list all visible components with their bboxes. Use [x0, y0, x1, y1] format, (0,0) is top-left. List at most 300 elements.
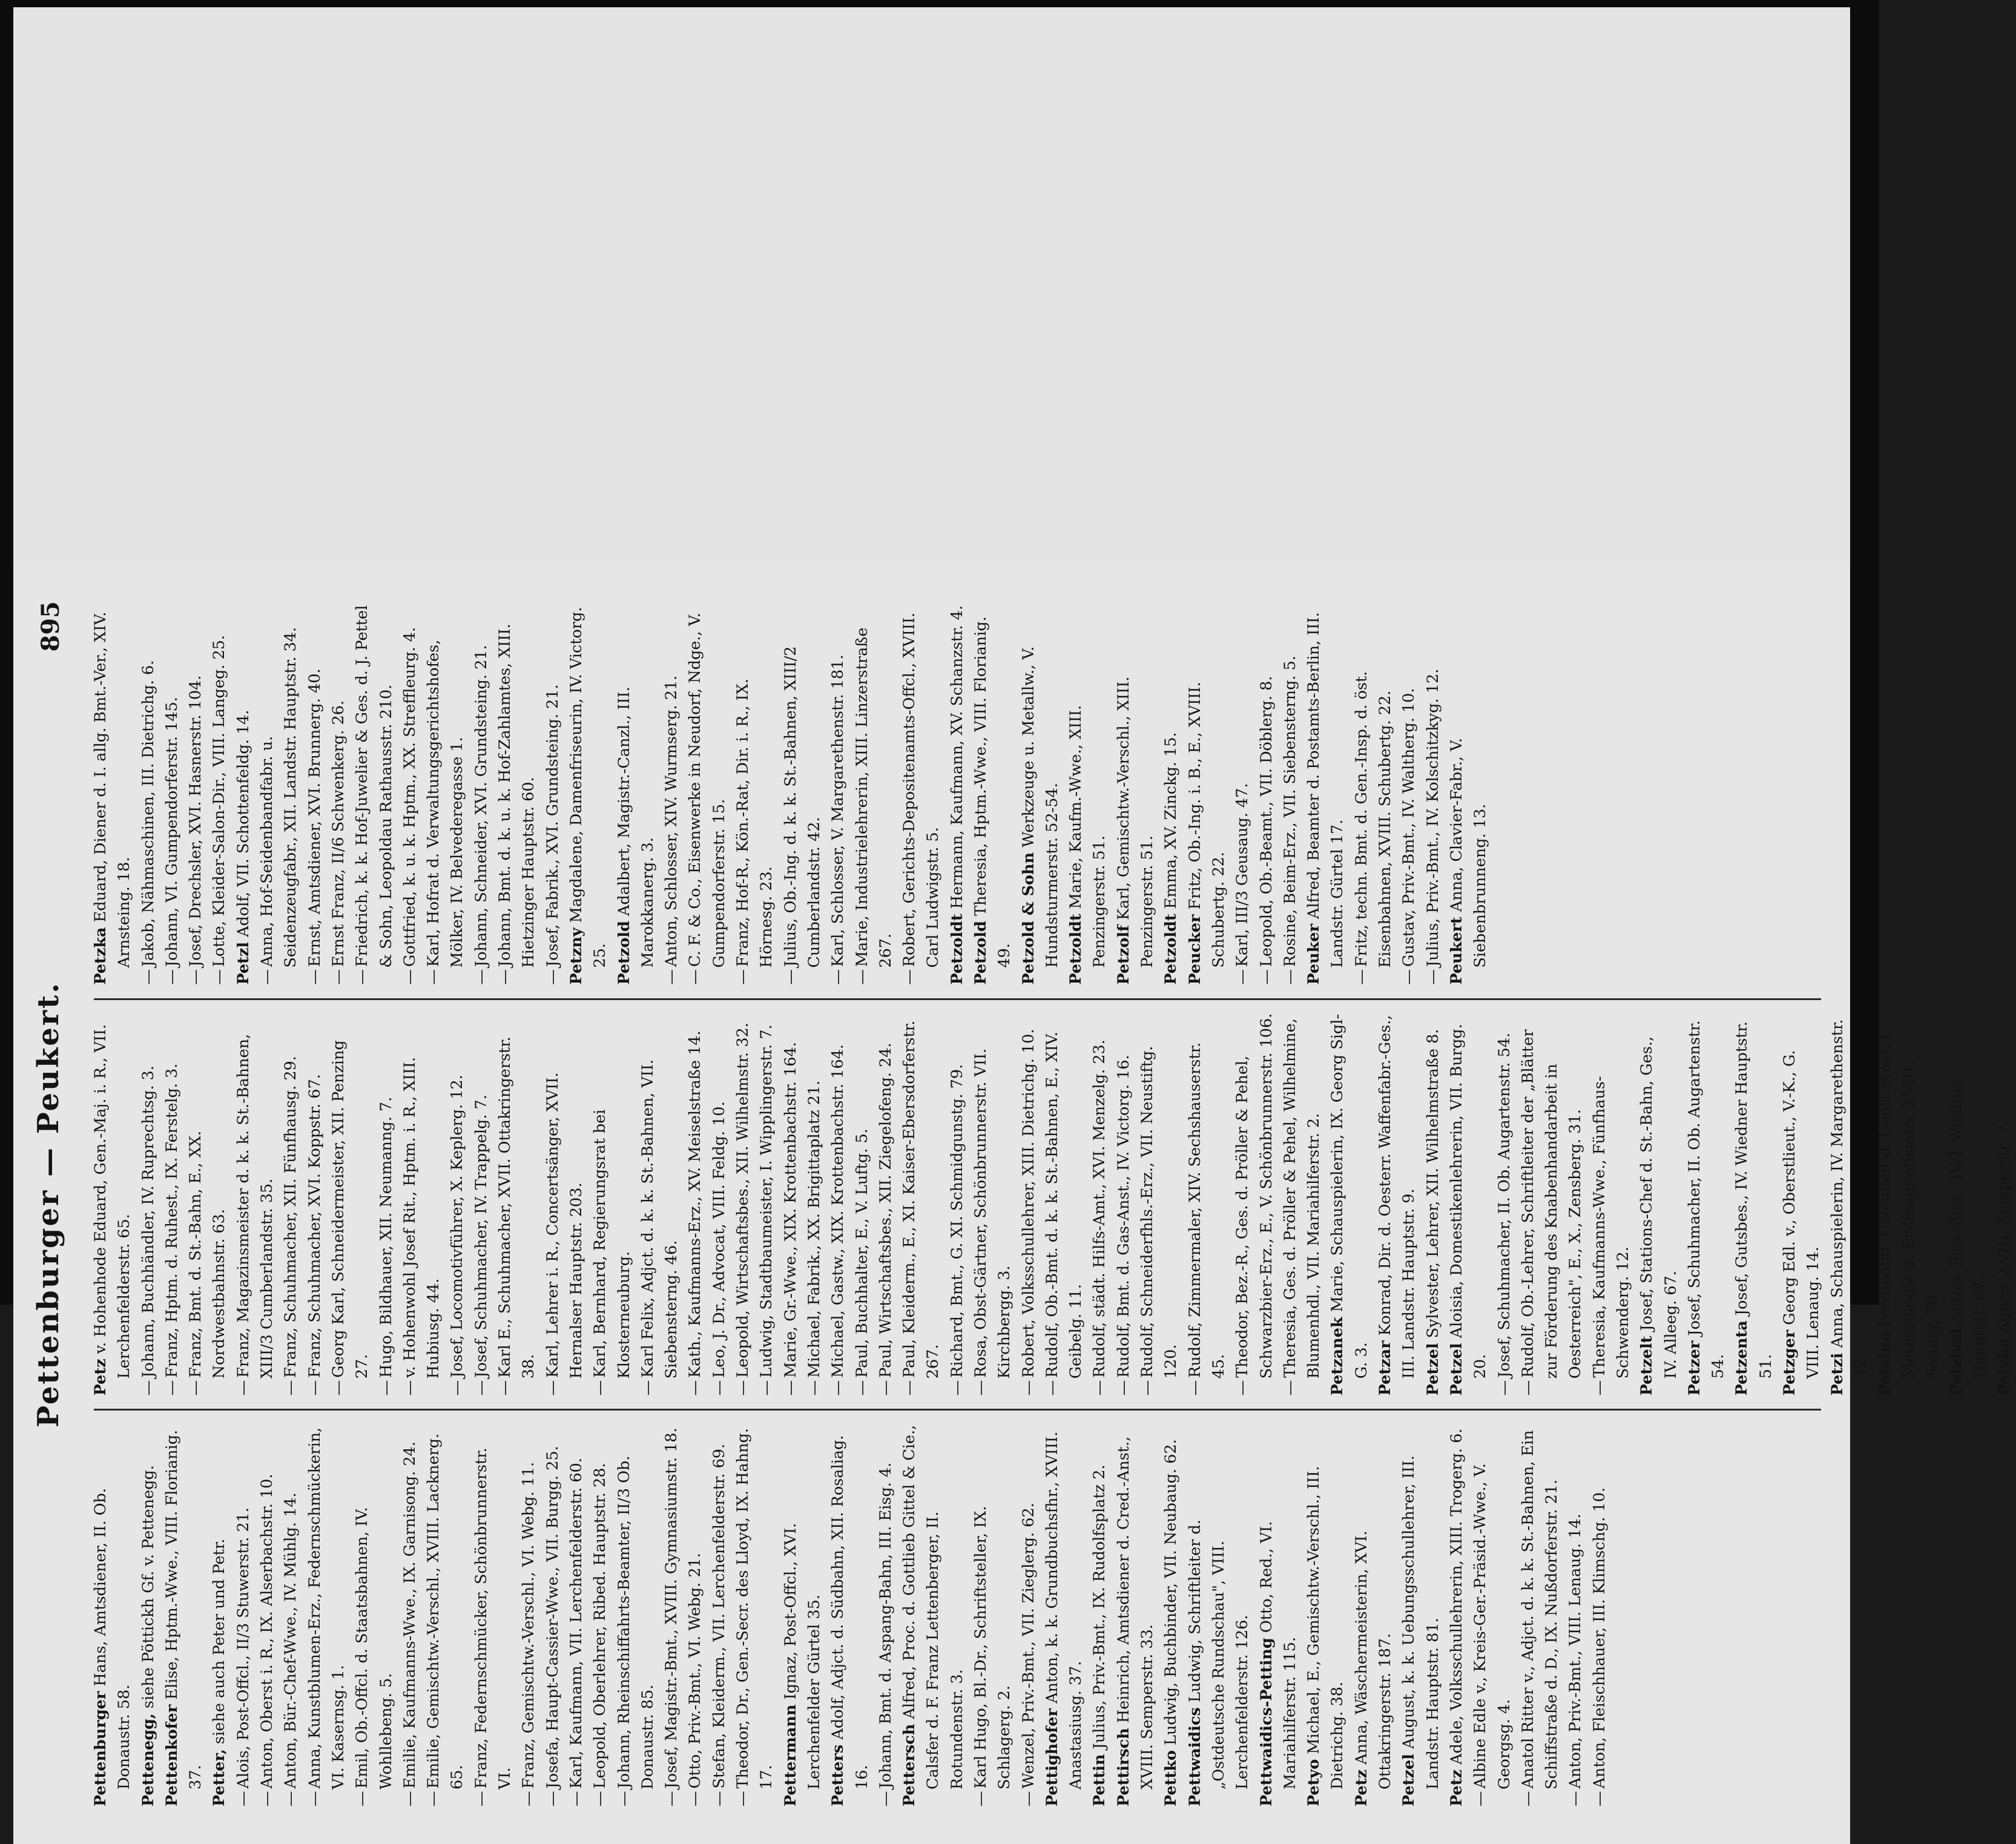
- directory-entry: [1279, 1013, 1326, 1396]
- directory-entry: [779, 602, 827, 985]
- entry-details: Aloisia, Domestikenlehrerin, VII. Burgg. 20.: [1447, 1024, 1490, 1379]
- entry-details: Marie, Industrielehrerin, XIII. Linzerstraße 267.: [852, 627, 895, 968]
- entry-surname: Pettenburger: [91, 1691, 110, 1806]
- directory-entry: [565, 602, 613, 985]
- entry-details: Adele, Volksschullehrerin, XIII. Trogerg. 6.: [1447, 1428, 1466, 1765]
- entry-surname: Petzolf: [1114, 925, 1133, 985]
- entry-details: siehe auch Peter und Petr.: [210, 1538, 229, 1744]
- continuation-dash: —: [282, 1380, 300, 1396]
- entry-details: Karl, Gemischtw.-Verschl., XIII. Penzingerstr. 51.: [1114, 676, 1157, 968]
- entry-details: Johann, Buchhändler, IV. Ruprechtsg. 3.: [139, 1065, 157, 1378]
- entry-details: Anatol Ritter v., Adjct. d. k. k. St.-Bahnen, Ein Schiffstraße d. D., IX. Nußdorferstr. 21.: [1518, 1430, 1561, 1790]
- continuation-dash: —: [1471, 1791, 1490, 1806]
- entry-surname: Petzger: [1780, 1329, 1799, 1396]
- continuation-dash: —: [400, 969, 419, 985]
- continuation-dash: —: [876, 1791, 895, 1806]
- directory-entry: [422, 1424, 470, 1806]
- directory-entry: [1255, 1424, 1303, 1806]
- entry-details: Franz, Hptm. d. Ruhest., IX. Ferstelg. 3.: [162, 1063, 181, 1378]
- directory-entry: [1517, 1424, 1564, 1806]
- directory-entry: [232, 1424, 255, 1806]
- continuation-dash: —: [900, 969, 919, 985]
- entry-details: Konrad, Dir. d. Oesterr. Waffenfabr.-Ges., III. Landstr. Hauptstr. 9.: [1376, 1015, 1418, 1379]
- entry-details: Heinrich, Amtsdiener d. Cred.-Anst., XVIII. Semperstr. 33.: [1114, 1436, 1157, 1790]
- continuation-dash: —: [591, 1380, 610, 1396]
- entry-details: Ernst Franz, II/6 Schwenkerg. 26.: [329, 700, 348, 967]
- directory-entry: [898, 602, 946, 985]
- directory-entry: [731, 602, 779, 985]
- entry-details: Anna, Schauspielerin, IV. Margarethenstr. 32.: [1828, 1019, 1870, 1379]
- entry-details: Anna, Kunstblumen-Erz., Federnschmückerin, VI. Kasernsg. 1.: [305, 1427, 348, 1790]
- continuation-dash: —: [734, 1380, 753, 1396]
- continuation-dash: —: [234, 1791, 252, 1806]
- directory-entry: [1302, 602, 1350, 985]
- continuation-dash: —: [662, 1791, 681, 1806]
- directory-entry: [470, 602, 493, 985]
- continuation-dash: —: [234, 1380, 252, 1396]
- entry-details: Franz, Schuhmacher, XII. Fünfhausg. 29.: [282, 1056, 300, 1378]
- directory-entry: [303, 1013, 327, 1396]
- entry-details: Franz, Magazinsmeister d. k. k. St.-Bahnen, XIII/3 Cumberlandstr. 35.: [234, 1033, 277, 1379]
- entry-surname: Petzel: [1423, 1343, 1442, 1396]
- continuation-dash: —: [1114, 1380, 1133, 1396]
- directory-entry: [470, 1013, 493, 1396]
- entry-details: Emilie, Gemischtw.-Verschl., XVIII. Lacknerg. 65.: [424, 1433, 467, 1790]
- continuation-dash: —: [1590, 1380, 1609, 1396]
- entry-details: Karl, Schlosser, V. Margarethenstr. 181.: [829, 654, 848, 967]
- entry-details: Leopold, Oberlehrer, Ribed. Hauptstr. 28.: [591, 1463, 610, 1789]
- entry-details: Josef, Schuhmacher, II. Ob. Augartenstr. 54.: [1495, 1032, 1514, 1378]
- entry-details: Georg Karl, Schneidermeister, XII. Penzing 27.: [329, 1040, 372, 1379]
- directory-entry: [1445, 1424, 1469, 1806]
- directory-entry: [208, 1424, 231, 1806]
- directory-entry: [1445, 1013, 1493, 1396]
- directory-entry: [1112, 602, 1160, 985]
- directory-entry: [303, 602, 327, 985]
- directory-entry: [1017, 602, 1065, 985]
- directory-entry: [660, 1424, 684, 1806]
- directory-entry: [755, 1013, 779, 1396]
- continuation-dash: —: [400, 1791, 419, 1806]
- continuation-dash: —: [472, 1380, 490, 1396]
- directory-entry: [303, 1424, 351, 1806]
- directory-entry: [1112, 1424, 1160, 1806]
- entry-details: August, k. k. Uebungsschullehrer, III. Landstr. Hauptstr. 81.: [1400, 1455, 1442, 1790]
- entry-details: Franz, Federnschmücker, Schönbrunnerstr. VI.: [472, 1447, 515, 1790]
- directory-entry: [279, 1424, 303, 1806]
- directory-entry: [517, 1424, 541, 1806]
- directory-entry: [137, 602, 160, 985]
- entry-details: Fritz, Ob.-Ing. i. B., E., XVIII. Schubertg. 22.: [1185, 682, 1228, 968]
- entry-details: Karl Hugo, Bl.-Dr., Schriftsteller, IX. Schlagerg. 2.: [971, 1506, 1014, 1790]
- entry-details: Karl, Kaufmann, VII. Lerchenfelderstr. 60.: [567, 1458, 585, 1789]
- entry-details: Leopold, Wirtschaftsbes., XII. Wilhelmstr. 32.: [734, 1022, 753, 1378]
- entry-surname: Petz: [1352, 1770, 1371, 1806]
- directory-entry: [684, 1424, 707, 1806]
- directory-entry: [398, 1013, 446, 1396]
- entry-details: Albine Edle v., Kreis-Ger.-Präsid.-Wwe., V. Georgsg. 4.: [1471, 1463, 1514, 1790]
- entry-details: Paul, Wirtschaftsbes., XII. Ziegelofeng. 24.: [876, 1042, 895, 1378]
- entry-surname: Petzenta: [1733, 1320, 1751, 1396]
- entry-details: Rosa, Obst-Gärtner, Schönbrunnerstr. VII. Kirchbergg. 3.: [971, 1048, 1014, 1379]
- entry-surname: Petzold: [971, 921, 990, 985]
- continuation-dash: —: [329, 1380, 348, 1396]
- entry-details: Ernst, Amtsdiener, XVI. Brunnerg. 40.: [305, 668, 324, 967]
- entry-surname: Petz: [91, 1358, 110, 1396]
- directory-entry: [1992, 1013, 2016, 1396]
- entry-surname: Pettirsch: [1114, 1728, 1133, 1806]
- entry-surname: Pettin: [1090, 1754, 1109, 1806]
- entry-details: Josef, Gutsbes., IV. Wiedner Hauptstr. 51.: [1733, 1021, 1775, 1379]
- directory-entry: [232, 1013, 280, 1396]
- continuation-dash: —: [1518, 1380, 1537, 1396]
- continuation-dash: —: [186, 1380, 205, 1396]
- directory-entry: [160, 1013, 184, 1396]
- continuation-dash: —: [947, 1380, 966, 1396]
- entry-surname: Pettenegg,: [139, 1713, 157, 1806]
- entry-surname: Petzold: [614, 921, 633, 985]
- continuation-dash: —: [1423, 969, 1442, 985]
- directory-entry: [851, 1013, 874, 1396]
- directory-entry: [160, 1424, 208, 1806]
- directory-entry: [1397, 1424, 1445, 1806]
- directory-entry: [826, 602, 850, 985]
- directory-entry: [208, 602, 231, 985]
- entry-surname: Pettenkofer: [162, 1704, 181, 1806]
- directory-entry: [1350, 1424, 1398, 1806]
- directory-column-2: [89, 1000, 2013, 1409]
- directory-entry: [470, 1424, 518, 1806]
- directory-entry: [398, 602, 422, 985]
- entry-surname: Petzl: [234, 941, 252, 985]
- directory-entry: [493, 1013, 541, 1396]
- directory-entry: [1136, 1013, 1184, 1396]
- continuation-dash: —: [305, 1791, 324, 1806]
- directory-entry: [327, 602, 351, 985]
- entry-surname: Petzoldt: [947, 914, 966, 985]
- running-head: [31, 589, 86, 1820]
- directory-entry: [184, 602, 208, 985]
- directory-entry: [1421, 1013, 1445, 1396]
- entry-details: Wenzel, Priv.-Bmt., VII. Zieglerg. 62.: [1019, 1503, 1038, 1789]
- directory-entry: [969, 1424, 1017, 1806]
- directory-entry: [1041, 1424, 1089, 1806]
- continuation-dash: —: [591, 1791, 610, 1806]
- entry-details: Jakob, Nähmaschinen, III. Dietrichg. 6.: [139, 660, 157, 967]
- entry-details: Eduard, Diener d. I. allg. Bmt.-Ver., XIV. Arnsteing. 18.: [91, 611, 134, 968]
- directory-entry: [446, 1013, 469, 1396]
- continuation-dash: —: [876, 1380, 895, 1396]
- directory-columns: [89, 589, 2013, 1820]
- continuation-dash: —: [710, 1791, 728, 1806]
- directory-entry: [1231, 1013, 1279, 1396]
- entry-surname: Petzka: [1994, 1338, 2013, 1396]
- entry-details: Josef, Stations-Chef d. St.-Bahn, Ges., IV. Alleeg. 67.: [1638, 1036, 1680, 1379]
- entry-surname: Petzi: [1828, 1352, 1846, 1396]
- entry-details: Stefan, Kleiderm., VII. Lerchenfelderstr. 69.: [710, 1443, 728, 1789]
- directory-entry: [1374, 1013, 1421, 1396]
- directory-entry: [327, 1013, 375, 1396]
- directory-entry: [708, 1424, 731, 1806]
- directory-entry: [660, 602, 684, 985]
- entry-surname: Pettwaidics-Petting: [1257, 1638, 1276, 1806]
- directory-entry: [493, 602, 541, 985]
- continuation-dash: —: [186, 969, 205, 985]
- directory-entry: [636, 1013, 684, 1396]
- directory-entry: [255, 602, 303, 985]
- continuation-dash: —: [519, 1791, 538, 1806]
- continuation-dash: —: [353, 969, 372, 985]
- continuation-dash: —: [1233, 969, 1252, 985]
- entry-details: Hugo, Bildhauer, XII. Neumanng. 7.: [377, 1096, 395, 1378]
- continuation-dash: —: [805, 1380, 823, 1396]
- entry-surname: Petzival: [1947, 1328, 1966, 1396]
- entry-surname: Petzka: [91, 927, 110, 985]
- directory-entry: [351, 1424, 398, 1806]
- entry-details: Josef, Drechsler, XVI. Hasnerstr. 104.: [186, 675, 205, 967]
- directory-entry: [1159, 1424, 1183, 1806]
- entry-details: Franz, Bmt. d. St.-Bahn, E., XX. Nordwestbahnstr. 63.: [186, 1130, 229, 1379]
- entry-details: Johann, Schneider, XVI. Grundsteing. 21.: [472, 645, 490, 967]
- continuation-dash: —: [1019, 1791, 1038, 1806]
- directory-entry: [422, 602, 470, 985]
- entry-details: Michael, Fabrik., XX. Brigittaplatz 21.: [805, 1080, 823, 1378]
- directory-entry: [1017, 1424, 1041, 1806]
- entry-details: Emilie, Kaufmanns-Wwe., IX. Garnisong. 24.: [400, 1441, 419, 1789]
- continuation-dash: —: [971, 1380, 990, 1396]
- continuation-dash: —: [829, 969, 848, 985]
- continuation-dash: —: [1590, 1791, 1609, 1806]
- entry-details: Ludwig, Stadtbaumeister, I. Wipplingerstr. 7.: [757, 1024, 776, 1378]
- film-edge-left: [0, 0, 13, 1305]
- entry-details: Julius, Priv.-Bmt., IX. Rudolfsplatz 2.: [1090, 1464, 1109, 1750]
- continuation-dash: —: [305, 969, 324, 985]
- entry-details: Anton, Priv.-Bmt., VIII. Lenaug. 14.: [1566, 1513, 1585, 1789]
- continuation-dash: —: [852, 969, 871, 985]
- directory-entry: [137, 1013, 160, 1396]
- continuation-dash: —: [353, 1791, 372, 1806]
- scanned-directory-page: [13, 7, 2013, 1806]
- entry-details: Anton, Schlosser, XIV. Wurmserg. 21.: [662, 675, 681, 967]
- directory-entry: [1683, 1013, 1731, 1396]
- directory-entry: [613, 1424, 660, 1806]
- entry-details: Werkzeuge u. Metallw., V. Hundsturmerstr. 52-54.: [1019, 646, 1061, 968]
- entry-surname: Pettersch: [900, 1724, 919, 1806]
- continuation-dash: —: [424, 1791, 443, 1806]
- continuation-dash: —: [305, 1380, 324, 1396]
- rotated-page-content: [13, 565, 2013, 1844]
- continuation-dash: —: [1043, 1380, 1061, 1396]
- continuation-dash: —: [377, 1380, 395, 1396]
- continuation-dash: —: [162, 969, 181, 985]
- entry-details: Marie, Kaufm.-Wwe., XIII. Penzingerstr. 51.: [1067, 705, 1109, 968]
- entry-details: Rudolf, Ob.-Lehrer, Schriftleiter der „Blätter zur Förderung des Knabenhandarbeit in Oesterreich", E., X., Zensberg. 31.: [1518, 1029, 1585, 1379]
- continuation-dash: —: [496, 969, 515, 985]
- entry-details: C. F. & Co., Eisenwerke in Neudorf, Ndge., V. Gumpendorferstr. 15.: [686, 613, 728, 968]
- entry-details: Josef, Schuhmacher, II. Ob. Augartenstr. 54.: [1685, 1020, 1728, 1379]
- entry-details: Emil, Ob.-Offcl. d. Staatsbahnen, IV. Wohllebeng. 5.: [353, 1507, 395, 1790]
- continuation-dash: —: [543, 1791, 562, 1806]
- column-divider: [94, 1409, 1821, 1411]
- entry-details: Rudolf, Schneiderfhls.-Erz., VII. Neustiftg. 120.: [1138, 1045, 1181, 1379]
- continuation-dash: —: [1280, 969, 1299, 985]
- entry-details: Gustav, Priv.-Bmt., IV. Waltherg. 10.: [1400, 688, 1418, 967]
- directory-entry: [1184, 1013, 1231, 1396]
- entry-details: Johann, VI. Gumpendorferstr. 145.: [162, 697, 181, 967]
- directory-entry: [89, 1013, 137, 1396]
- entry-details: Anton, Fleischhauer, III. Klimschg. 10.: [1590, 1487, 1609, 1789]
- entry-surname: Petter,: [210, 1749, 229, 1806]
- directory-entry: [684, 1013, 707, 1396]
- directory-entry: [1397, 602, 1421, 985]
- entry-details: Michael, Gastw., XIX. Krottenbachstr. 164.: [829, 1044, 848, 1378]
- continuation-dash: —: [757, 1380, 776, 1396]
- continuation-dash: —: [900, 1380, 919, 1396]
- entry-details: Robert, Gerichts-Depositenamts-Offcl., XVIII. Carl Ludwigstr. 5.: [900, 612, 943, 968]
- entry-details: Johann, Bmt. d. k. u. k. Hof-Zahlamtes, XIII. Hietzinger Hauptstr. 60.: [496, 624, 538, 968]
- entry-details: Leopold, Ob.-Beamt., VII. Döblerg. 8.: [1257, 676, 1276, 967]
- entry-details: Josef, Magistr.-Bmt., XVIII. Gymnasiumstr. 18.: [662, 1427, 681, 1789]
- continuation-dash: —: [1233, 1380, 1252, 1396]
- directory-entry: [1826, 1013, 1874, 1396]
- directory-entry: [1469, 1424, 1517, 1806]
- entry-surname: Peukert: [1447, 917, 1466, 985]
- continuation-dash: —: [258, 1791, 277, 1806]
- continuation-dash: —: [1566, 1791, 1585, 1806]
- directory-column-3: [89, 589, 1826, 998]
- entry-details: Marie, Schauspielerin, IX. Georg Sigl-G. 3.: [1328, 1014, 1371, 1379]
- entry-details: Rosine, Beim-Erz., VII. Siebensterng. 5.: [1280, 656, 1299, 967]
- continuation-dash: —: [210, 969, 229, 985]
- continuation-dash: —: [472, 969, 490, 985]
- continuation-dash: —: [638, 1380, 657, 1396]
- entry-details: Karl, Hofrat d. Verwaltungsgerichtshofes, Mölker, IV. Belvederegasse 1.: [424, 639, 467, 968]
- entry-details: Karl Felix, Adjct. d. k. k. St.-Bahnen, VII. Siebensterng. 46.: [638, 1059, 681, 1379]
- continuation-dash: —: [496, 1380, 515, 1396]
- continuation-dash: —: [472, 1791, 490, 1806]
- entry-surname: Petzoldt: [1162, 914, 1181, 985]
- entry-details: Paul, Kleiderm., E., XI. Kaiser-Ebersdorferstr. 267.: [900, 1020, 943, 1379]
- directory-entry: [1517, 1013, 1588, 1396]
- entry-details: Anna, Hof-Seidenbandfabr. u. Seidenzeugfabr., XII. Landstr. Hauptstr. 34.: [258, 627, 300, 968]
- continuation-dash: —: [1257, 969, 1276, 985]
- directory-entry: [1945, 1013, 1992, 1396]
- entry-details: Magdalene, Damenfriseurin, IV. Victorg. 25.: [567, 607, 610, 968]
- entry-details: Anna, Wäschermeisterin, XVI. Ottakringerstr. 187.: [1352, 1530, 1395, 1790]
- entry-details: Theresia, Kaufmanns-Wwe., Fünfhaus-Schwenderg. 12.: [1590, 1076, 1632, 1379]
- directory-entry: [1635, 1013, 1683, 1396]
- entry-details: Agnes, XVIII. Semperstr. 7.: [1994, 1119, 2013, 1334]
- directory-entry: [1112, 1013, 1136, 1396]
- directory-entry: [969, 602, 1017, 985]
- entry-surname: Pettermann: [781, 1704, 800, 1806]
- continuation-dash: —: [1518, 1791, 1537, 1806]
- entry-details: Otto, Priv.-Bmt., VI. Webg. 21.: [686, 1553, 705, 1789]
- directory-entry: [1730, 1013, 1778, 1396]
- entry-details: Marie, Gr.-Wwe., XIX. Krottenbachstr. 164.: [781, 1042, 800, 1378]
- continuation-dash: —: [567, 1791, 585, 1806]
- entry-details: Otto, Red., VI. Mariahilferstr. 115.: [1257, 1521, 1299, 1790]
- entry-details: Gottfried, k. u. k. Hptm., XX. Streffleurg. 4.: [400, 627, 419, 967]
- directory-entry: [1445, 602, 1493, 985]
- continuation-dash: —: [139, 969, 157, 985]
- continuation-dash: —: [1280, 1380, 1299, 1396]
- directory-entry: [946, 602, 969, 985]
- directory-entry: [1159, 602, 1183, 985]
- directory-entry: [1088, 1013, 1112, 1396]
- entry-details: Georg Edl. v., Oberstlieut., V.-K., G. VIII. Lenaug. 14.: [1780, 1050, 1823, 1379]
- directory-column-1: [89, 1411, 1826, 1820]
- directory-entry: [89, 1424, 137, 1806]
- directory-entry: [232, 602, 255, 985]
- continuation-dash: —: [162, 1380, 181, 1396]
- entry-surname: Peucker: [1185, 914, 1204, 985]
- directory-entry: [898, 1013, 946, 1396]
- entry-details: Hans, Amtsdiener, II. Ob. Donaustr. 58.: [91, 1488, 134, 1790]
- continuation-dash: —: [424, 969, 443, 985]
- directory-entry: [1088, 1424, 1112, 1806]
- directory-entry: [541, 602, 565, 985]
- directory-entry: [255, 1424, 279, 1806]
- entry-details: Adalbert, Magistr.-Canzl., III. Marokkanerg. 3.: [614, 687, 657, 968]
- entry-details: Theodor, Bez.-R., Ges. d. Pröller & Pehel, Schwarzbier-Erz., E., V. Schönbrunnerstr. 106.: [1233, 1013, 1276, 1379]
- directory-entry: [684, 602, 731, 985]
- directory-entry: [351, 602, 398, 985]
- entry-details: Emma, XV. Zinckg. 15.: [1162, 732, 1181, 909]
- entry-details: Alfred, Beamter d. Postamts-Berlin, III. Landstr. Gürtel 17.: [1305, 612, 1347, 968]
- entry-details: Anton, Priv.-Bmt., IV/1 Wiedner Hauptstr. 67.: [1947, 1076, 1989, 1379]
- continuation-dash: —: [971, 1791, 990, 1806]
- entry-details: Theresia, Ges. d. Pröller & Pehel, Wilhelmine, Blumenhdl., VII. Mariahilferstr. 2.: [1280, 1018, 1323, 1379]
- continuation-dash: —: [686, 969, 705, 985]
- entry-details: Josefa, Haupt-Cassier-Wwe., VII. Burgg. 25.: [543, 1446, 562, 1789]
- continuation-dash: —: [1090, 1380, 1109, 1396]
- directory-entry: [613, 602, 660, 985]
- entry-details: Julius, Ob.-Ing. d. k. k. St.-Bahnen, XIII/2 Cumberlandstr. 42.: [781, 646, 823, 968]
- entry-surname: Petzel: [1447, 1343, 1466, 1396]
- continuation-dash: —: [258, 969, 277, 985]
- entry-details: Josef, Locomotivführer, X. Keplerg. 12.: [448, 1075, 467, 1378]
- directory-entry: [779, 1424, 827, 1806]
- entry-details: Karl, III/3 Geusaug. 47.: [1233, 783, 1252, 967]
- entry-details: Lotte, Kleider-Salon-Dir., VIII. Langeg. 25.: [210, 634, 229, 967]
- entry-details: v. Hohenwohl Josef Rit., Hptm. i. R., XIII. Hubiusg. 44.: [400, 1057, 443, 1379]
- directory-entry: [1255, 602, 1279, 985]
- page-title: Pettenburger — Peukert.: [31, 981, 65, 1427]
- directory-entry: [375, 1013, 398, 1396]
- entry-surname: Petyo: [1305, 1759, 1323, 1806]
- entry-surname: Petzel: [1400, 1754, 1418, 1806]
- directory-entry: [588, 1424, 612, 1806]
- directory-entry: [89, 602, 137, 985]
- entry-surname: Petzanek: [1328, 1317, 1347, 1396]
- continuation-dash: —: [543, 1380, 562, 1396]
- continuation-dash: —: [1495, 1380, 1514, 1396]
- directory-entry: [1302, 1424, 1350, 1806]
- entry-surname: Petzold & Sohn: [1019, 852, 1038, 985]
- directory-entry: [874, 1013, 898, 1396]
- directory-entry: [1231, 602, 1254, 985]
- entry-details: Alois, Post-Offcl., II/3 Stuwerstr. 21.: [234, 1507, 252, 1789]
- directory-entry: [137, 1424, 160, 1806]
- continuation-dash: —: [852, 1380, 871, 1396]
- directory-entry: [1588, 1424, 1612, 1806]
- continuation-dash: —: [781, 969, 800, 985]
- entry-details: Josef, Fabrik., XVI. Grundsteing. 21.: [543, 684, 562, 967]
- entry-details: Paul, Buchhalter, E., V. Luftg. 5.: [852, 1128, 871, 1378]
- directory-entry: [1184, 602, 1231, 985]
- entry-details: Adolf, VII. Schottenfeldg. 14.: [234, 710, 252, 937]
